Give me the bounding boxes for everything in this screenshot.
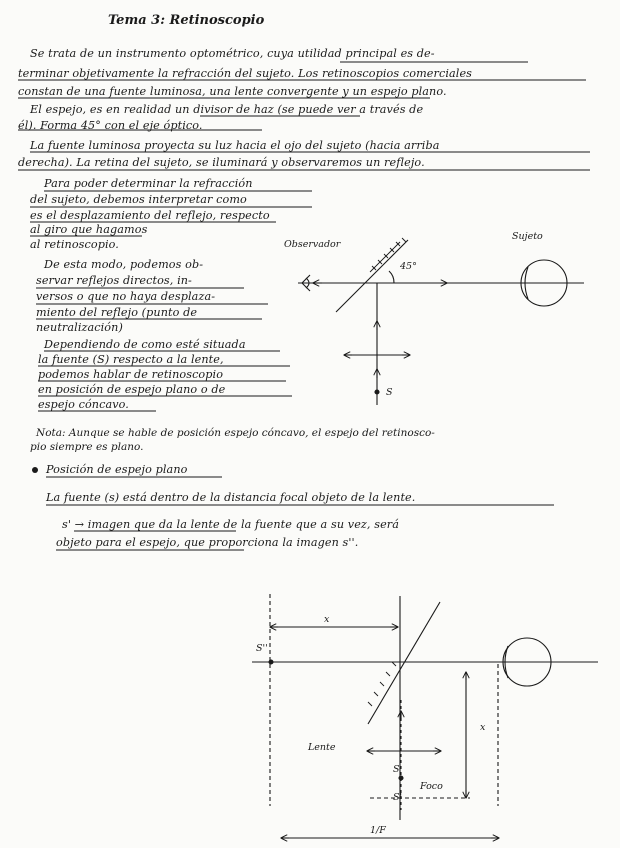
para4-line-1: De esta modo, podemos ob- bbox=[44, 258, 204, 271]
intro-line-2: terminar objetivamente la refracción del sujeto. Los retinoscopios comerciales bbox=[18, 67, 473, 80]
para3-line-5: al retinoscopio. bbox=[30, 238, 119, 251]
para3-line-1: Para poder determinar la refracción bbox=[44, 177, 253, 190]
focal-label: 1/F bbox=[370, 825, 386, 836]
para5-line-2: la fuente (S) respecto a la lente, bbox=[38, 353, 224, 366]
s-double-label: S'' bbox=[256, 643, 268, 654]
intro-line-4: El espejo, es en realidad un divisor de haz (se puede ver a través de bbox=[30, 103, 424, 116]
para3-line-3: es el desplazamiento del reflejo, respecto bbox=[30, 209, 270, 222]
para4-line-2: servar reflejos directos, in- bbox=[36, 274, 192, 287]
lente-label: Lente bbox=[308, 742, 336, 753]
note-line-1: Nota: Aunque se hable de posición espejo cóncavo, el espejo del retinosco- bbox=[36, 427, 435, 439]
para2-line-1: La fuente luminosa proyecta su luz hacia el ojo del sujeto (hacia arriba bbox=[30, 139, 440, 152]
para3-line-2: del sujeto, debemos interpretar como bbox=[30, 193, 247, 206]
x-right-label: x bbox=[480, 722, 486, 733]
subject-label: Sujeto bbox=[512, 231, 543, 242]
s-label: S bbox=[393, 764, 400, 775]
para5-line-1: Dependiendo de como esté situada bbox=[44, 338, 246, 351]
para4-line-5: neutralización) bbox=[36, 321, 123, 334]
intro-line-1: Se trata de un instrumento optométrico, cuya utilidad principal es de- bbox=[30, 47, 435, 60]
note-line-2: pio siempre es plano. bbox=[30, 441, 144, 453]
para5-line-3: podemos hablar de retinoscopio bbox=[38, 368, 224, 381]
section-heading: Posición de espejo plano bbox=[46, 463, 188, 476]
retinoscope-diagram bbox=[298, 238, 584, 405]
underlines bbox=[18, 62, 590, 550]
para4-line-4: miento del reflejo (punto de bbox=[36, 306, 198, 319]
s-prime-label: S' bbox=[393, 792, 403, 803]
para5-line-5: espejo cóncavo. bbox=[38, 398, 129, 411]
s-prime-line-1: s' → imagen que da la lente de la fuente que a su vez, será bbox=[62, 518, 400, 531]
para2-line-2: derecha). La retina del sujeto, se iluminará y observaremos un reflejo. bbox=[18, 156, 425, 169]
angle-label: 45° bbox=[400, 261, 417, 272]
observer-label: Observador bbox=[284, 239, 341, 250]
source-label: S bbox=[386, 387, 393, 398]
para5-line-4: en posición de espejo plano o de bbox=[38, 383, 226, 396]
s-prime-line-2: objeto para el espejo, que proporciona la imagen s''. bbox=[56, 536, 359, 549]
para3-line-4: al giro que hagamos bbox=[30, 223, 148, 236]
section-line: La fuente (s) está dentro de la distancia focal objeto de la lente. bbox=[46, 491, 416, 504]
foco-label: Foco bbox=[420, 781, 443, 792]
intro-line-3: constan de una fuente luminosa, una lente convergente y un espejo plano. bbox=[18, 85, 447, 98]
intro-line-5: él). Forma 45° con el eje óptico. bbox=[18, 119, 203, 132]
para4-line-3: versos o que no haya desplaza- bbox=[36, 290, 216, 303]
page-title: Tema 3: Retinoscopio bbox=[108, 13, 265, 28]
x-top-label: x bbox=[324, 614, 330, 625]
plane-mirror-diagram bbox=[252, 594, 598, 838]
